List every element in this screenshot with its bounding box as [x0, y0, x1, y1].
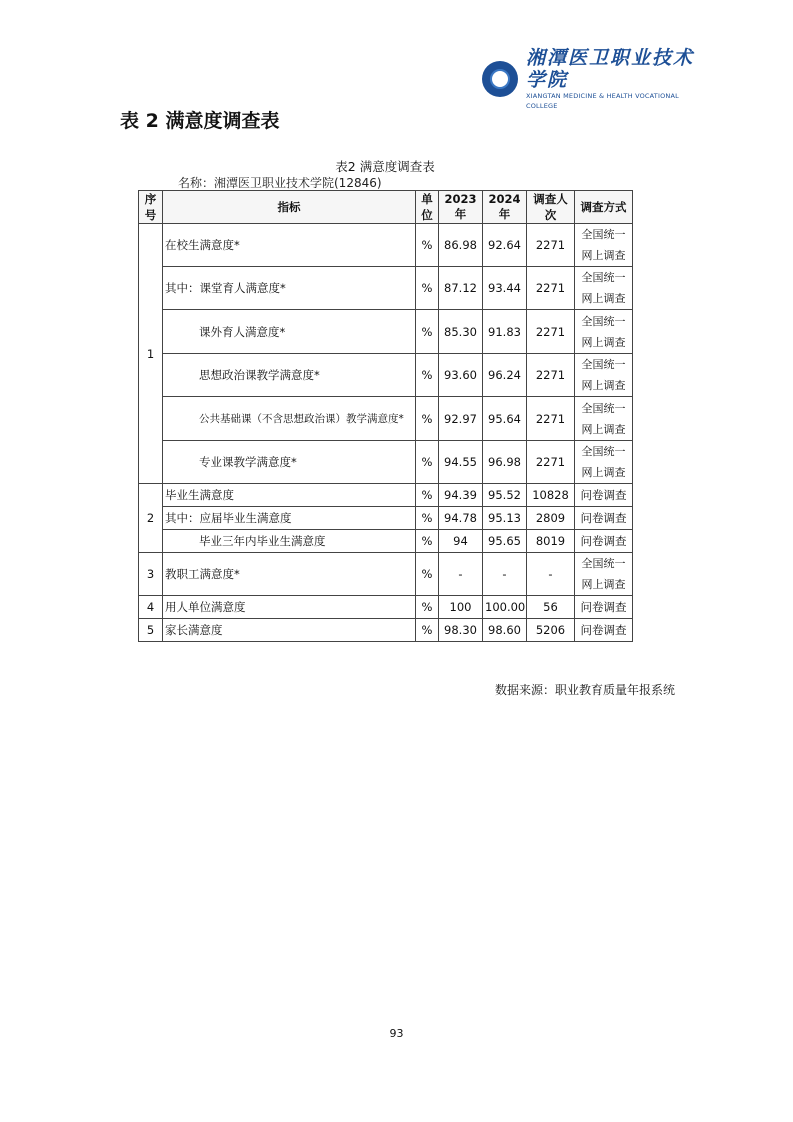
table-caption: 表2 满意度调查表	[335, 159, 435, 174]
count-cell: 2271	[527, 354, 575, 397]
logo-chinese-name: 湘潭医卫职业技术学院	[526, 47, 695, 91]
seq-cell: 1	[139, 224, 163, 484]
indicator-cell: 公共基础课（不含思想政治课）教学满意度*	[163, 397, 416, 441]
table-institution-name: 名称：湘潭医卫职业技术学院(12846)	[178, 176, 382, 190]
value-2023-cell: 92.97	[439, 397, 483, 441]
value-2023-cell: 100	[439, 596, 483, 619]
indicator-cell: 用人单位满意度	[163, 596, 416, 619]
unit-cell: %	[416, 484, 439, 507]
value-2023-cell: 85.30	[439, 310, 483, 354]
method-cell: 全国统一网上调查	[575, 553, 633, 596]
unit-cell: %	[416, 354, 439, 397]
value-2024-cell: 96.24	[483, 354, 527, 397]
header-seq: 序号	[139, 191, 163, 224]
value-2024-cell: 92.64	[483, 224, 527, 267]
unit-cell: %	[416, 596, 439, 619]
seq-cell: 3	[139, 553, 163, 596]
table-row	[139, 596, 633, 619]
value-2024-cell: 96.98	[483, 441, 527, 484]
table-row	[139, 507, 633, 530]
indicator-cell: 毕业生满意度	[163, 484, 416, 507]
value-2024-cell: 93.44	[483, 267, 527, 310]
college-logo	[482, 47, 712, 110]
count-cell: 2271	[527, 397, 575, 441]
indicator-cell: 专业课教学满意度*	[163, 441, 416, 484]
value-2024-cell: 91.83	[483, 310, 527, 354]
header-2024: 2024年	[483, 191, 527, 224]
method-cell: 全国统一网上调查	[575, 441, 633, 484]
table-row	[139, 310, 633, 354]
count-cell: 8019	[527, 530, 575, 553]
indicator-cell: 教职工满意度*	[163, 553, 416, 596]
header-indicator: 指标	[163, 191, 416, 224]
count-cell: 2271	[527, 224, 575, 267]
indicator-cell: 其中：课堂育人满意度*	[163, 267, 416, 310]
count-cell: 2809	[527, 507, 575, 530]
header-method: 调查方式	[575, 191, 633, 224]
table-row	[139, 619, 633, 642]
data-source-note: 数据来源：职业教育质量年报系统	[494, 683, 675, 697]
table-row	[139, 530, 633, 553]
value-2023-cell: 93.60	[439, 354, 483, 397]
unit-cell: %	[416, 441, 439, 484]
count-cell: 2271	[527, 267, 575, 310]
value-2023-cell: 87.12	[439, 267, 483, 310]
logo-english-name: XIANGTAN MEDICINE & HEALTH VOCATIONAL COLLEGE	[526, 92, 679, 110]
value-2024-cell: 95.13	[483, 507, 527, 530]
count-cell: 5206	[527, 619, 575, 642]
indicator-cell: 其中：应届毕业生满意度	[163, 507, 416, 530]
value-2023-cell: 94	[439, 530, 483, 553]
table-row	[139, 224, 633, 267]
value-2023-cell: 98.30	[439, 619, 483, 642]
table-row	[139, 484, 633, 507]
header-2023: 2023年	[439, 191, 483, 224]
unit-cell: %	[416, 397, 439, 441]
method-cell: 问卷调查	[575, 619, 633, 642]
table-row	[139, 397, 633, 441]
unit-cell: %	[416, 530, 439, 553]
section-heading: 表 2 满意度调查表	[120, 110, 280, 132]
count-cell: -	[527, 553, 575, 596]
seq-cell: 5	[139, 619, 163, 642]
method-cell: 问卷调查	[575, 484, 633, 507]
count-cell: 56	[527, 596, 575, 619]
satisfaction-table	[138, 190, 633, 642]
indicator-cell: 思想政治课教学满意度*	[163, 354, 416, 397]
indicator-cell: 课外育人满意度*	[163, 310, 416, 354]
unit-cell: %	[416, 310, 439, 354]
method-cell: 问卷调查	[575, 507, 633, 530]
value-2023-cell: 94.55	[439, 441, 483, 484]
count-cell: 2271	[527, 310, 575, 354]
count-cell: 10828	[527, 484, 575, 507]
college-emblem-icon	[482, 61, 518, 97]
indicator-cell: 毕业三年内毕业生满意度	[163, 530, 416, 553]
unit-cell: %	[416, 224, 439, 267]
table-row	[139, 267, 633, 310]
table-row	[139, 354, 633, 397]
table-row	[139, 441, 633, 484]
value-2023-cell: 94.39	[439, 484, 483, 507]
header-unit: 单位	[416, 191, 439, 224]
method-cell: 全国统一网上调查	[575, 354, 633, 397]
method-cell: 问卷调查	[575, 530, 633, 553]
value-2024-cell: 100.00	[483, 596, 527, 619]
header-count: 调查人次	[527, 191, 575, 224]
indicator-cell: 家长满意度	[163, 619, 416, 642]
indicator-cell: 在校生满意度*	[163, 224, 416, 267]
method-cell: 全国统一网上调查	[575, 310, 633, 354]
method-cell: 全国统一网上调查	[575, 224, 633, 267]
value-2024-cell: 95.64	[483, 397, 527, 441]
count-cell: 2271	[527, 441, 575, 484]
table-row	[139, 553, 633, 596]
unit-cell: %	[416, 507, 439, 530]
unit-cell: %	[416, 267, 439, 310]
value-2024-cell: 95.52	[483, 484, 527, 507]
seq-cell: 2	[139, 484, 163, 553]
value-2023-cell: 86.98	[439, 224, 483, 267]
table-header-row	[139, 191, 633, 224]
method-cell: 问卷调查	[575, 596, 633, 619]
unit-cell: %	[416, 553, 439, 596]
page-number: 93	[389, 1027, 404, 1040]
value-2024-cell: 95.65	[483, 530, 527, 553]
value-2024-cell: -	[483, 553, 527, 596]
value-2023-cell: -	[439, 553, 483, 596]
value-2023-cell: 94.78	[439, 507, 483, 530]
method-cell: 全国统一网上调查	[575, 267, 633, 310]
method-cell: 全国统一网上调查	[575, 397, 633, 441]
seq-cell: 4	[139, 596, 163, 619]
logo-text	[526, 47, 712, 111]
value-2024-cell: 98.60	[483, 619, 527, 642]
unit-cell: %	[416, 619, 439, 642]
